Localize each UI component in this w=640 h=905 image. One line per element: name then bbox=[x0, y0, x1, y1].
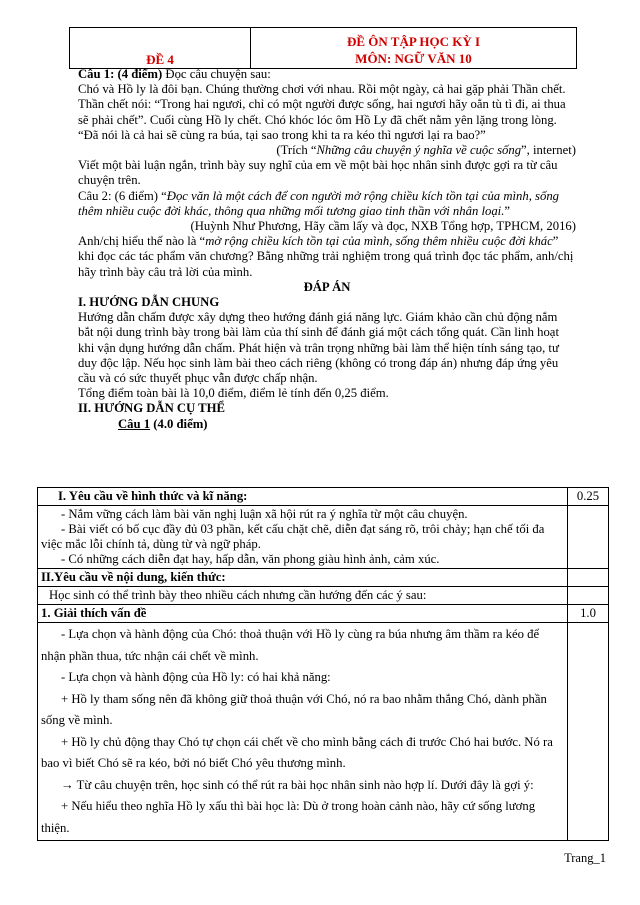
exam-body bbox=[78, 67, 576, 432]
task-suffix: ” khi đọc các tác phẩm văn chương? Bằng những trải nghiệm trong quá trình đọc tác phẩm, anh/chị hãy trình bày câu trả lời của mình. bbox=[78, 234, 574, 279]
exam-subject: MÔN: NGỮ VĂN 10 bbox=[355, 51, 472, 66]
explain-title: 1. Giải thích vấn đề bbox=[41, 606, 147, 620]
list-item: + Hồ ly chủ động thay Chó tự chọn cái chết về cho mình bằng cách đi trước Chó hai bước. Nó ra bao vì biết Chó sẽ ra kéo, bởi nó biết Chó yêu thương mình. bbox=[41, 734, 553, 770]
table-row bbox=[38, 623, 609, 841]
content-intro: Học sinh có thể trình bày theo nhiều cách nhưng cần hướng đến các ý sau: bbox=[49, 588, 427, 602]
grading-table bbox=[37, 487, 609, 841]
explain-title-cell bbox=[38, 605, 568, 623]
table-row bbox=[38, 506, 609, 569]
list-item: → Từ câu chuyện trên, học sinh có thể rút ra bài học nhân sinh nào hợp lí. Dưới đây là gợi ý: bbox=[61, 777, 534, 792]
list-item: + Hồ ly tham sống nên đã không giữ thoả thuận với Chó, nó ra bao nhằm thắng Chó, dành phần sống về mình. bbox=[41, 691, 547, 727]
empty-score-cell bbox=[568, 569, 609, 587]
total-score-text: Tổng điểm toàn bài là 10,0 điểm, điểm lẻ tính đến 0,25 điểm. bbox=[78, 386, 389, 401]
form-items-cell bbox=[38, 506, 568, 569]
list-item: - Nắm vững cách làm bài văn nghị luận xã hội rút ra ý nghĩa từ một câu chuyện. bbox=[61, 507, 468, 521]
q1-label: Câu 1 bbox=[118, 416, 151, 431]
question1-story: Chó và Hồ ly là đôi bạn. Chúng thường chơi với nhau. Rồi một ngày, cả hai gặp phải Thần chết. Thần chết nói: “Trong hai ngươi, chỉ có một người được sống, hai ngươi hãy oẳn tù tì đi, ai thua sẽ phải chết”. Cuối cùng Hồ ly chết. Chó khóc lóc ôm Hồ Ly đã chết nằm yên lặng trong lòng. “Đã nói là cả hai sẽ cùng ra búa, tại sao trong khi ta ra kéo thì ngươi lại ra bao?” bbox=[78, 82, 566, 142]
table-row bbox=[38, 587, 609, 605]
list-item: + Nếu hiểu theo nghĩa Hồ ly xấu thì bài học là: Dù ở trong hoàn cảnh nào, hãy cứ sống lương thiện. bbox=[41, 799, 536, 835]
question1-label: Câu 1: (4 điểm) bbox=[78, 67, 163, 81]
table-row bbox=[38, 569, 609, 587]
question2-intro bbox=[78, 189, 576, 219]
empty-score-cell bbox=[568, 506, 609, 569]
content-title-cell bbox=[38, 569, 568, 587]
task-quote: mở rộng chiều kích tồn tại của mình, sống thêm nhiều cuộc đời khác bbox=[205, 234, 553, 249]
specific-guidance-heading: II. HƯỚNG DẪN CỤ THỂ bbox=[78, 401, 225, 416]
question2-quote: Đọc văn là một cách để con người mở rộng chiều kích tồn tại của mình, sống thêm nhiều cuộc đời khác, thông qua những mối tương giao tinh thần với nhân loại. bbox=[78, 188, 560, 218]
exam-title-line1: ĐỀ ÔN TẬP HỌC KỲ I bbox=[346, 34, 481, 49]
empty-score-cell bbox=[568, 623, 609, 841]
answer-heading: ĐÁP ÁN bbox=[303, 279, 351, 294]
q1-points: (4.0 điểm) bbox=[150, 416, 208, 431]
citation-prefix: (Trích “ bbox=[276, 143, 317, 158]
question1-prompt: Đọc câu chuyện sau: bbox=[162, 67, 271, 81]
general-guidance-heading: I. HƯỚNG DẪN CHUNG bbox=[78, 295, 220, 310]
exam-code: ĐỀ 4 bbox=[70, 28, 251, 69]
form-requirements-cell bbox=[38, 488, 568, 506]
question2-quote-end: ” bbox=[504, 203, 511, 218]
content-intro-cell bbox=[38, 587, 568, 605]
exam-header bbox=[69, 27, 577, 69]
explain-score: 1.0 bbox=[568, 605, 609, 623]
task-prefix: Anh/chị hiểu thế nào là “ bbox=[78, 234, 206, 249]
question1-task: Viết một bài luận ngắn, trình bày suy nghĩ của em về một bài học nhân sinh được gợi ra từ câu chuyện trên. bbox=[78, 158, 558, 188]
question1-citation bbox=[78, 143, 576, 158]
general-guidance-text: Hướng dẫn chấm được xây dựng theo hướng đánh giá năng lực. Giám khảo cần chủ động nắm bắt nội dung trình bày trong bài làm của thí sinh để đánh giá một cách tổng quát. Cần linh hoạt khi vận dụng hướng dẫn chấm. Phát hiện và trân trọng những bài làm thể hiện tính sáng tạo, tư duy độc lập. Nếu học sinh làm bài theo cách riêng (không có trong đáp án) nhưng đáp ứng yêu cầu và có sức thuyết phục vẫn được chấp nhận. bbox=[78, 310, 559, 386]
q1-guidance-label bbox=[78, 417, 576, 432]
table-row bbox=[38, 605, 609, 623]
list-item: - Bài viết có bố cục đầy đủ 03 phần, kết cấu chặt chẽ, diễn đạt sáng rõ, trôi chảy; hạn chế tối đa việc mắc lỗi chính tả, dùng từ và ngữ pháp. bbox=[41, 522, 545, 551]
form-title: I. Yêu cầu về hình thức và kĩ năng: bbox=[58, 489, 248, 503]
list-item: - Lựa chọn và hành động của Chó: thoả thuận với Hồ ly cùng ra búa nhưng âm thầm ra kéo để nhận phần thua, tức nhận cái chết về mình. bbox=[41, 627, 540, 663]
table-row bbox=[38, 488, 609, 506]
question1-intro bbox=[78, 67, 576, 82]
list-item: - Có những cách diễn đạt hay, hấp dẫn, văn phong giàu hình ảnh, cảm xúc. bbox=[61, 552, 440, 566]
question2-task bbox=[78, 234, 576, 280]
form-score: 0.25 bbox=[568, 488, 609, 506]
explain-items-cell bbox=[38, 623, 568, 841]
page-number: Trang_1 bbox=[564, 851, 606, 865]
citation-suffix: ”, internet) bbox=[521, 143, 576, 158]
exam-title bbox=[251, 28, 577, 69]
question2-source: (Huỳnh Như Phương, Hãy cầm lấy và đọc, NXB Tổng hợp, TPHCM, 2016) bbox=[190, 219, 576, 234]
list-item: - Lựa chọn và hành động của Hồ ly: có hai khả năng: bbox=[61, 670, 331, 684]
empty-score-cell bbox=[568, 587, 609, 605]
question2-label: Câu 2: (6 điểm) “ bbox=[78, 188, 167, 203]
content-title: II.Yêu cầu về nội dung, kiến thức: bbox=[41, 570, 226, 584]
citation-title: Những câu chuyện ý nghĩa về cuộc sống bbox=[316, 143, 522, 158]
